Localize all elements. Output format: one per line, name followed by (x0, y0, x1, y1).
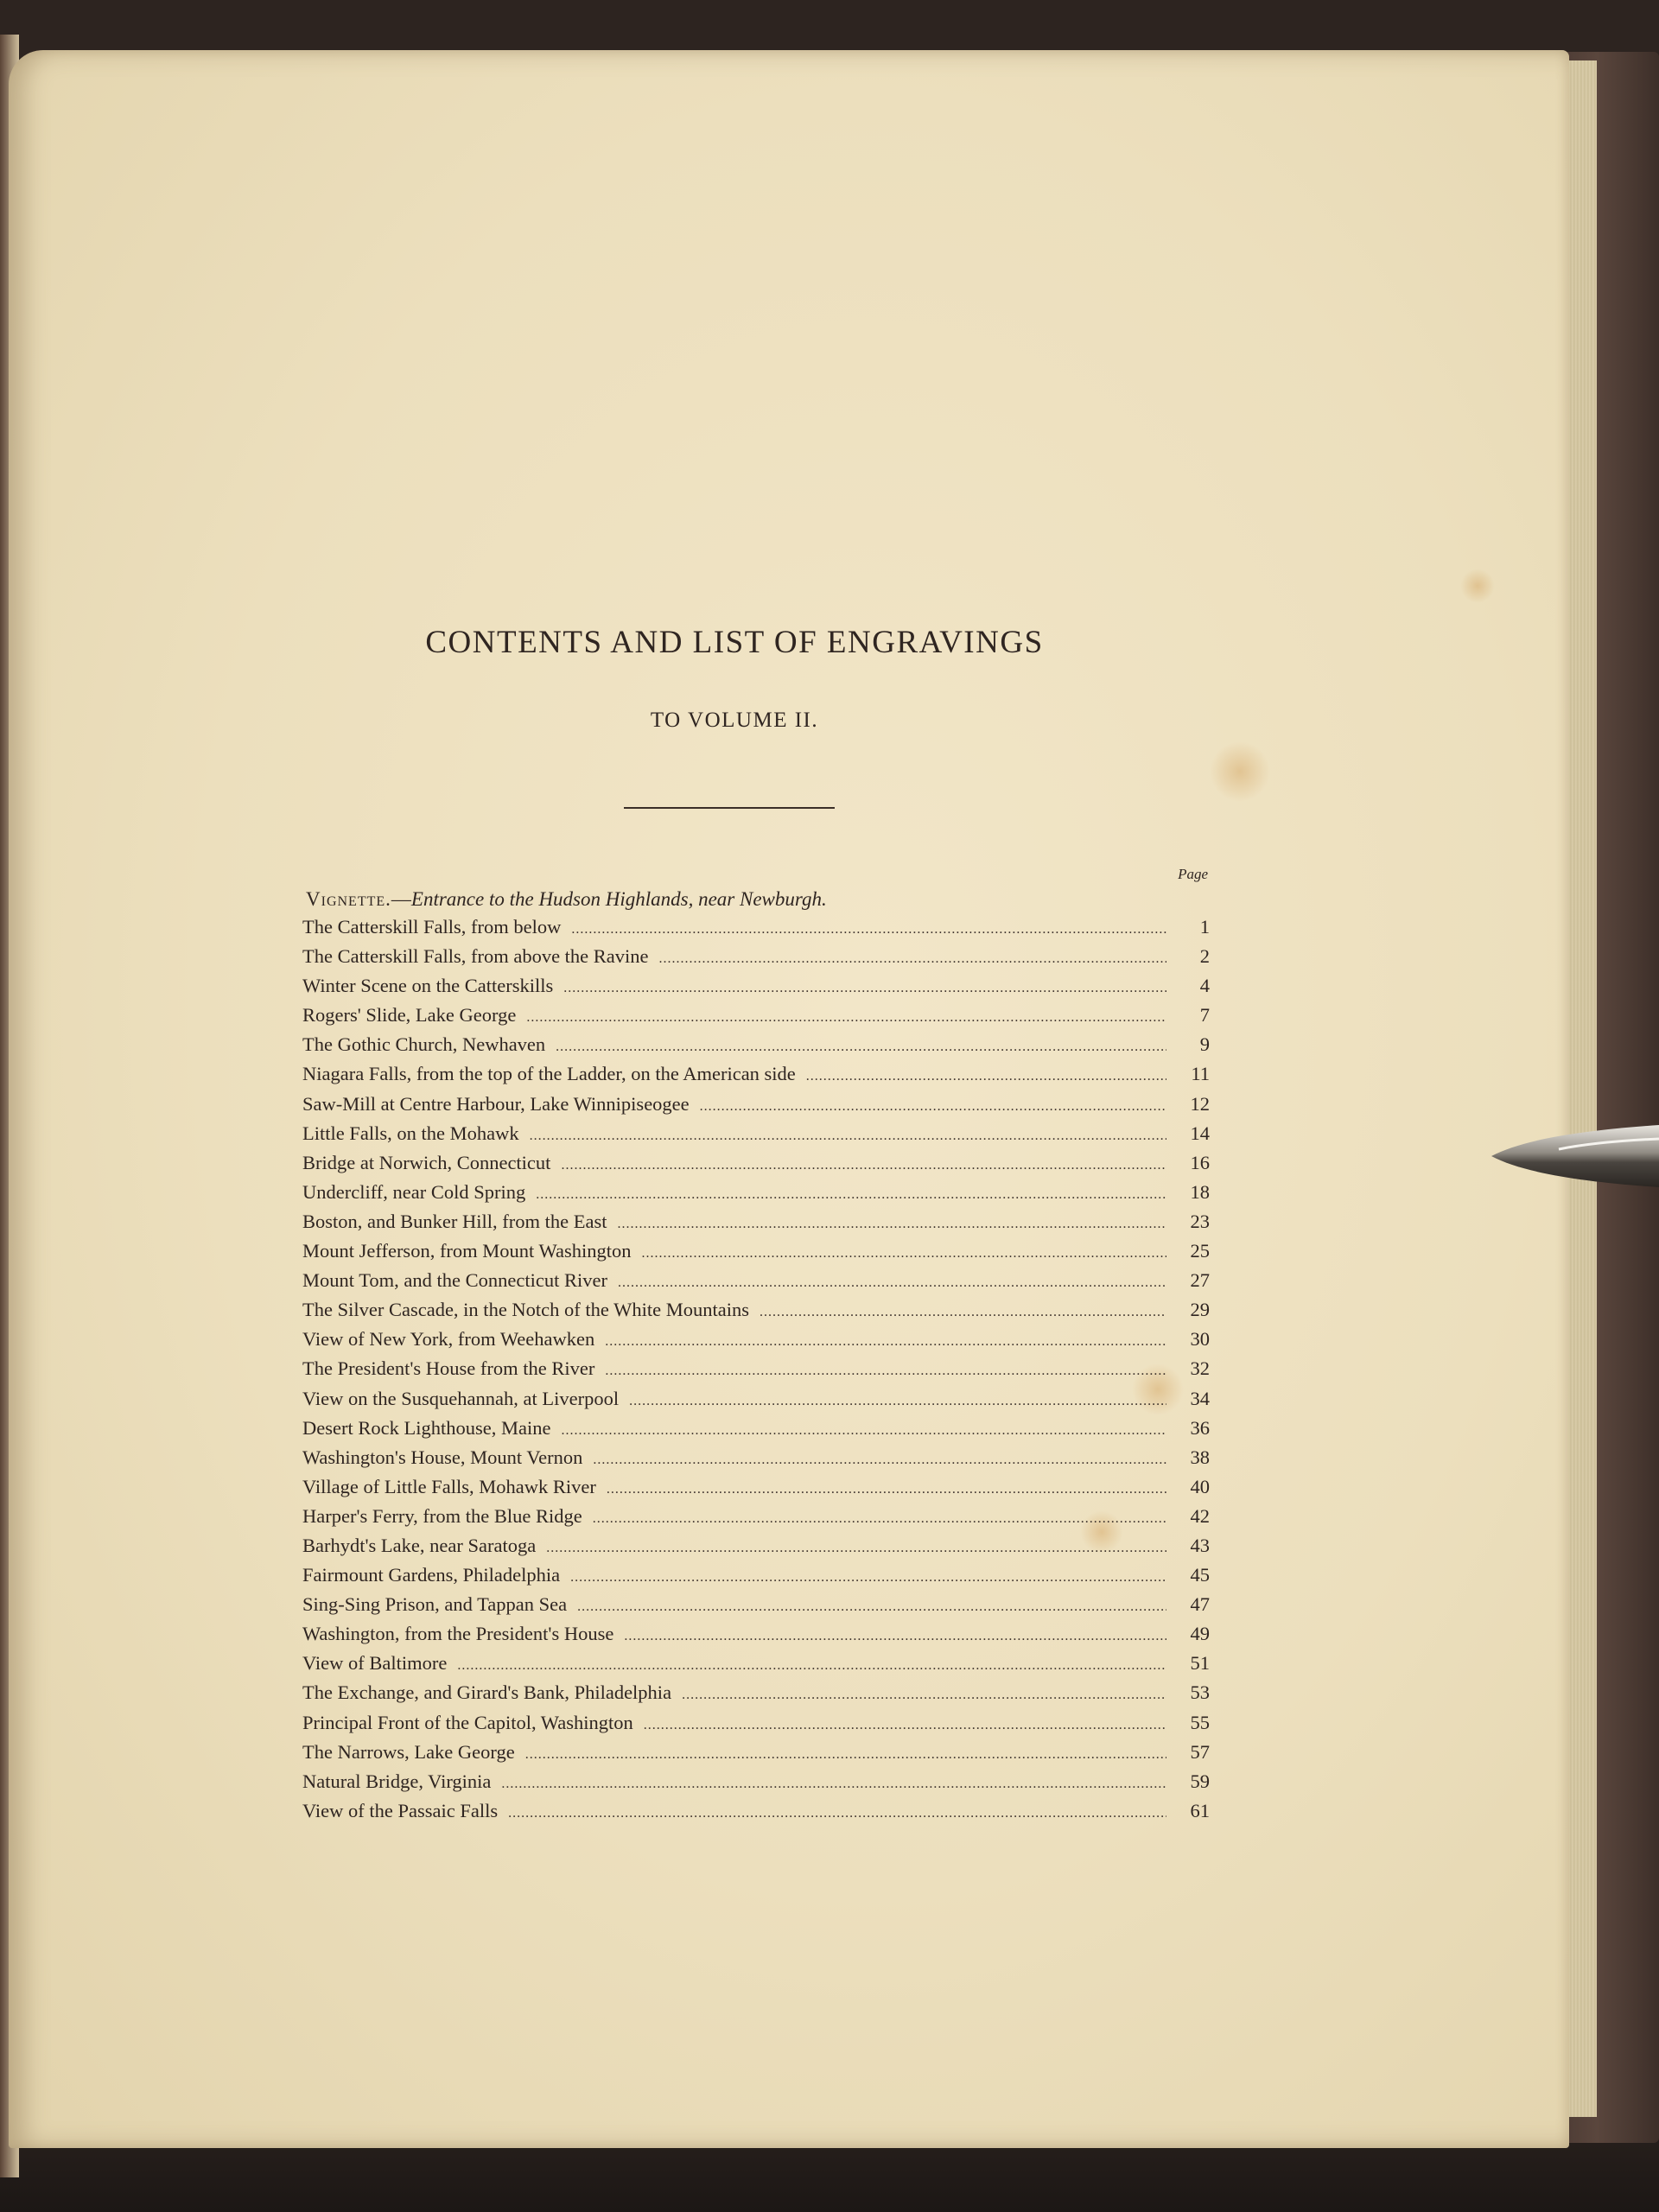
toc-entry (302, 1564, 1210, 1593)
dot-leader (577, 1599, 1166, 1615)
toc-entry-page: 11 (1191, 1063, 1210, 1085)
toc-entry-title: Saw-Mill at Centre Harbour, Lake Winnipiseogee (302, 1092, 690, 1115)
dot-leader (570, 1570, 1166, 1586)
dot-leader (624, 1629, 1166, 1644)
dot-leader (526, 1010, 1166, 1026)
toc-entry-title: Barhydt's Lake, near Saratoga (302, 1534, 537, 1556)
toc-entry-page: 25 (1190, 1240, 1210, 1262)
toc-entry (302, 1299, 1210, 1328)
bookmark-clip (1490, 1123, 1659, 1189)
toc-entry-page: 55 (1190, 1711, 1210, 1733)
toc-entry-title: Washington's House, Mount Vernon (302, 1446, 583, 1468)
dot-leader (556, 1039, 1166, 1055)
toc-entry-page: 34 (1190, 1387, 1210, 1409)
toc-entry-page: 61 (1190, 1799, 1210, 1821)
toc-entry-page: 4 (1199, 975, 1210, 997)
toc-entry (302, 1357, 1210, 1387)
toc-entry-title: View of New York, from Weehawken (302, 1328, 595, 1351)
toc-entry-page: 9 (1199, 1033, 1210, 1056)
vignette-dash: — (391, 888, 411, 910)
dot-leader (659, 951, 1166, 967)
toc-entry (302, 1388, 1210, 1417)
toc-entry-page: 47 (1190, 1593, 1210, 1616)
toc-entry-title: Boston, and Bunker Hill, from the East (302, 1210, 607, 1232)
toc-entry (302, 1505, 1210, 1535)
toc-entry-page: 59 (1190, 1770, 1210, 1792)
toc-entry-page: 14 (1190, 1122, 1210, 1144)
dot-leader (508, 1806, 1166, 1821)
dot-leader (700, 1099, 1166, 1115)
toc-entry (302, 1240, 1210, 1269)
toc-entry-title: Desert Rock Lighthouse, Maine (302, 1416, 551, 1439)
dot-leader (571, 922, 1166, 938)
toc-entry-page: 45 (1190, 1564, 1210, 1586)
toc-entry-title: Village of Little Falls, Mohawk River (302, 1475, 596, 1497)
toc-entry-page: 30 (1190, 1328, 1210, 1351)
toc-entry (302, 1712, 1210, 1741)
toc-entry (302, 1211, 1210, 1240)
toc-entry-title: Washington, from the President's House (302, 1623, 614, 1645)
dot-leader (593, 1452, 1166, 1468)
toc-entry (302, 1004, 1210, 1033)
dot-leader (561, 1158, 1166, 1173)
title-rule (624, 807, 835, 809)
page-column-label: Page (1178, 866, 1208, 882)
toc-entry (302, 1476, 1210, 1505)
toc-entry-page: 38 (1190, 1446, 1210, 1468)
toc-entry-title: View of Baltimore (302, 1652, 448, 1675)
toc-entry-title: The Catterskill Falls, from above the Ravine (302, 945, 649, 968)
dot-leader (682, 1688, 1166, 1703)
dot-leader (563, 981, 1166, 996)
toc-entry-page: 53 (1190, 1681, 1210, 1704)
toc-entry-title: Mount Jefferson, from Mount Washington (302, 1240, 632, 1262)
toc-entry-page: 16 (1190, 1151, 1210, 1173)
toc-entry-page: 7 (1199, 1004, 1210, 1027)
toc-entry-title: Harper's Ferry, from the Blue Ridge (302, 1504, 582, 1527)
dot-leader (617, 1217, 1166, 1232)
toc-entry-page: 18 (1190, 1180, 1210, 1203)
toc-entry (302, 1152, 1210, 1181)
toc-entry-title: The Narrows, Lake George (302, 1740, 515, 1763)
toc-entry (302, 1741, 1210, 1770)
toc-entry-page: 43 (1190, 1534, 1210, 1556)
toc-entry (302, 1800, 1210, 1829)
toc-entry (302, 1652, 1210, 1681)
toc-entry-title: View on the Susquehannah, at Liverpool (302, 1387, 620, 1409)
dot-leader (644, 1718, 1166, 1733)
toc-entry (302, 1681, 1210, 1711)
toc-entry-title: Niagara Falls, from the top of the Ladder, on the American side (302, 1063, 796, 1085)
toc-entry-title: The President's House from the River (302, 1357, 595, 1380)
toc-entry-title: The Gothic Church, Newhaven (302, 1033, 546, 1056)
toc-entry-page: 49 (1190, 1623, 1210, 1645)
toc-entry (302, 1093, 1210, 1122)
toc-entry-page: 51 (1190, 1652, 1210, 1675)
toc-entry (302, 1033, 1210, 1063)
dot-leader (561, 1423, 1166, 1439)
page-edges (1566, 60, 1597, 2117)
vignette-entry (306, 888, 827, 911)
toc-entry-title: Little Falls, on the Mohawk (302, 1122, 519, 1144)
dot-leader (457, 1658, 1166, 1674)
toc-entry (302, 1446, 1210, 1476)
contents-list (302, 916, 1210, 1829)
toc-entry (302, 1122, 1210, 1152)
page-subtitle: TO VOLUME II. (650, 709, 819, 732)
dot-leader (605, 1363, 1166, 1379)
toc-entry-title: Bridge at Norwich, Connecticut (302, 1151, 551, 1173)
dot-leader (607, 1482, 1166, 1497)
toc-entry-page: 27 (1190, 1269, 1210, 1292)
dot-leader (806, 1069, 1166, 1084)
toc-entry-page: 2 (1199, 945, 1210, 968)
vignette-label: Vignette. (306, 888, 391, 910)
dot-leader (641, 1246, 1166, 1262)
toc-entry-title: The Silver Cascade, in the Notch of the White Mountains (302, 1299, 749, 1321)
toc-entry-title: The Catterskill Falls, from below (302, 916, 562, 938)
toc-entry-title: View of the Passaic Falls (302, 1799, 499, 1821)
toc-entry (302, 1063, 1210, 1092)
toc-entry-title: Mount Tom, and the Connecticut River (302, 1269, 607, 1292)
toc-entry-title: Undercliff, near Cold Spring (302, 1180, 526, 1203)
toc-entry-page: 57 (1190, 1740, 1210, 1763)
toc-entry (302, 975, 1210, 1004)
vignette-title: Entrance to the Hudson Highlands, near Newburgh. (410, 888, 827, 910)
dot-leader (629, 1394, 1166, 1409)
toc-entry-page: 1 (1199, 916, 1210, 938)
toc-entry-page: 42 (1190, 1504, 1210, 1527)
dot-leader (605, 1334, 1166, 1350)
toc-entry (302, 1770, 1210, 1800)
toc-entry (302, 1593, 1210, 1623)
toc-entry (302, 1328, 1210, 1357)
toc-entry (302, 916, 1210, 945)
toc-entry-title: The Exchange, and Girard's Bank, Philadelphia (302, 1681, 672, 1704)
dot-leader (525, 1747, 1166, 1763)
toc-entry (302, 1269, 1210, 1299)
page-title: CONTENTS AND LIST OF ENGRAVINGS (425, 625, 1044, 660)
dot-leader (530, 1128, 1166, 1144)
dot-leader (501, 1777, 1166, 1792)
dot-leader (760, 1305, 1166, 1320)
toc-entry-page: 36 (1190, 1416, 1210, 1439)
toc-entry-page: 32 (1190, 1357, 1210, 1380)
dot-leader (546, 1541, 1166, 1556)
foxing-spot (1210, 741, 1270, 802)
toc-entry (302, 945, 1210, 975)
book-page (9, 50, 1569, 2148)
toc-entry-page: 29 (1190, 1299, 1210, 1321)
toc-entry-title: Principal Front of the Capitol, Washington (302, 1711, 633, 1733)
toc-entry (302, 1623, 1210, 1652)
toc-entry-title: Fairmount Gardens, Philadelphia (302, 1564, 561, 1586)
dot-leader (593, 1511, 1166, 1527)
toc-entry (302, 1535, 1210, 1564)
dot-leader (536, 1187, 1166, 1203)
toc-entry (302, 1417, 1210, 1446)
toc-entry-page: 40 (1190, 1475, 1210, 1497)
toc-entry-title: Sing-Sing Prison, and Tappan Sea (302, 1593, 568, 1616)
toc-entry-title: Winter Scene on the Catterskills (302, 975, 554, 997)
foxing-spot (1460, 569, 1495, 603)
toc-entry-page: 12 (1190, 1092, 1210, 1115)
toc-entry-title: Rogers' Slide, Lake George (302, 1004, 517, 1027)
toc-entry-title: Natural Bridge, Virginia (302, 1770, 492, 1792)
dot-leader (618, 1275, 1166, 1291)
toc-entry (302, 1181, 1210, 1211)
toc-entry-page: 23 (1190, 1210, 1210, 1232)
